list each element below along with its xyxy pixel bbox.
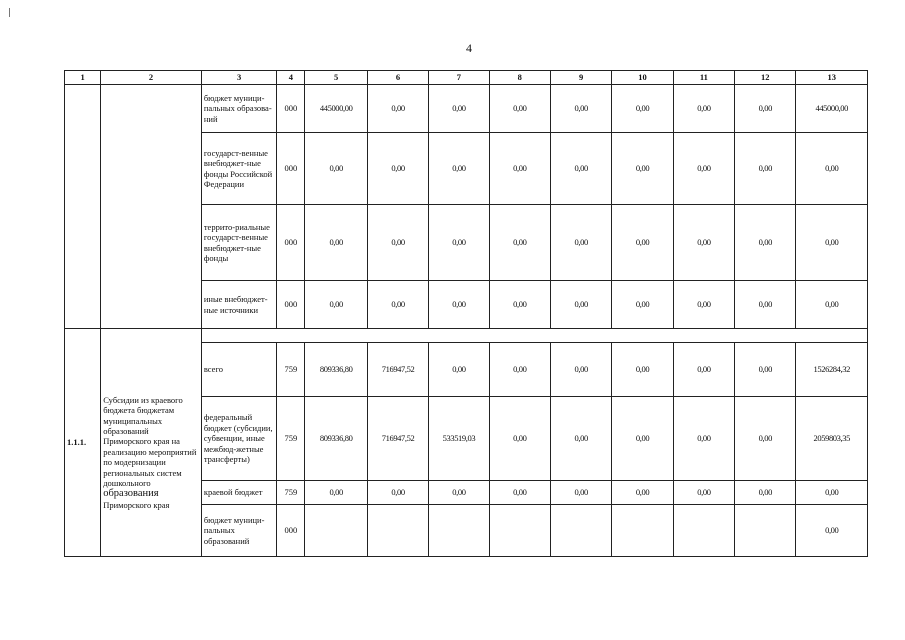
amount-cell: 0,00	[489, 281, 550, 329]
amount-cell: 445000,00	[796, 85, 868, 133]
amount-cell: 0,00	[735, 343, 796, 397]
header-cell: 8	[489, 71, 550, 85]
funding-source-cell: федеральный бюджет (субсидии, субвенции, иные межбюд-жетные трансферты)	[201, 397, 276, 481]
code-cell: 759	[277, 481, 305, 505]
amount-cell: 0,00	[796, 481, 868, 505]
amount-cell: 0,00	[673, 205, 734, 281]
amount-cell	[550, 505, 611, 557]
funding-source-cell: краевой бюджет	[201, 481, 276, 505]
amount-cell	[489, 505, 550, 557]
amount-cell: 0,00	[673, 85, 734, 133]
item-number-row	[65, 329, 868, 343]
amount-cell: 0,00	[673, 133, 734, 205]
header-cell: 13	[796, 71, 868, 85]
prev-item-description-cell	[101, 85, 202, 329]
amount-cell: 0,00	[305, 205, 367, 281]
amount-cell: 0,00	[489, 133, 550, 205]
amount-cell: 0,00	[429, 205, 489, 281]
amount-cell: 0,00	[489, 85, 550, 133]
amount-cell: 809336,80	[305, 397, 367, 481]
header-cell: 9	[550, 71, 611, 85]
scan-mark	[9, 8, 10, 17]
header-cell: 10	[612, 71, 673, 85]
amount-cell: 0,00	[367, 85, 428, 133]
amount-cell: 0,00	[673, 343, 734, 397]
amount-cell: 0,00	[612, 481, 673, 505]
header-row	[65, 71, 868, 85]
amount-cell: 0,00	[367, 205, 428, 281]
table-row	[65, 85, 868, 133]
amount-cell: 0,00	[429, 133, 489, 205]
budget-table	[64, 70, 868, 557]
amount-cell: 0,00	[673, 481, 734, 505]
header-cell: 5	[305, 71, 367, 85]
header-cell: 7	[429, 71, 489, 85]
amount-cell: 0,00	[489, 481, 550, 505]
amount-cell: 0,00	[735, 85, 796, 133]
amount-cell	[612, 505, 673, 557]
amount-cell: 0,00	[550, 343, 611, 397]
amount-cell: 0,00	[550, 281, 611, 329]
code-cell: 000	[277, 281, 305, 329]
funding-source-cell: бюджет муници-пальных образований	[201, 505, 276, 557]
amount-cell	[673, 505, 734, 557]
amount-cell: 0,00	[612, 343, 673, 397]
amount-cell: 0,00	[429, 85, 489, 133]
header-cell: 11	[673, 71, 734, 85]
amount-cell: 0,00	[550, 397, 611, 481]
header-cell: 2	[101, 71, 202, 85]
amount-cell: 0,00	[429, 281, 489, 329]
code-cell: 000	[277, 505, 305, 557]
amount-cell: 0,00	[305, 133, 367, 205]
amount-cell: 533519,03	[429, 397, 489, 481]
amount-cell	[367, 505, 428, 557]
amount-cell: 0,00	[429, 481, 489, 505]
item-description-tail: Приморского края	[103, 499, 170, 510]
amount-cell	[429, 505, 489, 557]
code-cell: 759	[277, 397, 305, 481]
code-cell: 759	[277, 343, 305, 397]
amount-cell: 0,00	[735, 481, 796, 505]
amount-cell: 0,00	[735, 397, 796, 481]
header-cell: 1	[65, 71, 101, 85]
amount-cell: 0,00	[489, 397, 550, 481]
amount-cell: 0,00	[367, 281, 428, 329]
amount-cell: 0,00	[305, 281, 367, 329]
page-number: 4	[466, 41, 472, 55]
amount-cell	[305, 505, 367, 557]
amount-cell: 716947,52	[367, 397, 428, 481]
amount-cell	[735, 505, 796, 557]
amount-cell: 0,00	[673, 397, 734, 481]
funding-source-cell: всего	[201, 343, 276, 397]
amount-cell: 0,00	[489, 343, 550, 397]
amount-cell: 0,00	[489, 205, 550, 281]
amount-cell: 0,00	[612, 133, 673, 205]
header-cell: 6	[367, 71, 428, 85]
amount-cell: 2059803,35	[796, 397, 868, 481]
header-cell: 3	[201, 71, 276, 85]
amount-cell: 0,00	[735, 133, 796, 205]
amount-cell: 0,00	[796, 505, 868, 557]
funding-source-cell: бюджет муници-пальных образова-ний	[201, 85, 276, 133]
item-description-text: Субсидии из краевого бюджета бюджетам муниципальных образований Приморского края на реализацию мероприятий по модернизации региональных систем дошкольного	[103, 394, 197, 489]
amount-cell: 809336,80	[305, 343, 367, 397]
amount-cell: 0,00	[550, 85, 611, 133]
funding-source-cell: государст-венные внебюджет-ные фонды Российской Федерации	[201, 133, 276, 205]
spacer-cell	[201, 329, 867, 343]
amount-cell: 1526284,32	[796, 343, 868, 397]
funding-source-cell: террито-риальные государст-венные внебюджет-ные фонды	[201, 205, 276, 281]
code-cell: 000	[277, 205, 305, 281]
amount-cell: 0,00	[367, 481, 428, 505]
amount-cell: 0,00	[673, 281, 734, 329]
amount-cell: 0,00	[735, 281, 796, 329]
amount-cell: 0,00	[550, 205, 611, 281]
amount-cell: 0,00	[612, 397, 673, 481]
amount-cell: 0,00	[735, 205, 796, 281]
amount-cell: 0,00	[367, 133, 428, 205]
amount-cell: 0,00	[796, 281, 868, 329]
amount-cell: 0,00	[796, 205, 868, 281]
header-cell: 4	[277, 71, 305, 85]
amount-cell: 0,00	[305, 481, 367, 505]
amount-cell: 716947,52	[367, 343, 428, 397]
amount-cell: 0,00	[550, 133, 611, 205]
amount-cell: 0,00	[612, 281, 673, 329]
amount-cell: 0,00	[612, 205, 673, 281]
item-description	[101, 329, 202, 557]
header-cell: 12	[735, 71, 796, 85]
item-number: 1.1.1.	[65, 329, 101, 557]
amount-cell: 0,00	[612, 85, 673, 133]
amount-cell: 0,00	[429, 343, 489, 397]
code-cell: 000	[277, 133, 305, 205]
funding-source-cell: иные внебюджет-ные источники	[201, 281, 276, 329]
prev-item-number-cell	[65, 85, 101, 329]
item-description-emphasis: образования	[103, 488, 159, 500]
amount-cell: 0,00	[550, 481, 611, 505]
amount-cell: 0,00	[796, 133, 868, 205]
code-cell: 000	[277, 85, 305, 133]
amount-cell: 445000,00	[305, 85, 367, 133]
